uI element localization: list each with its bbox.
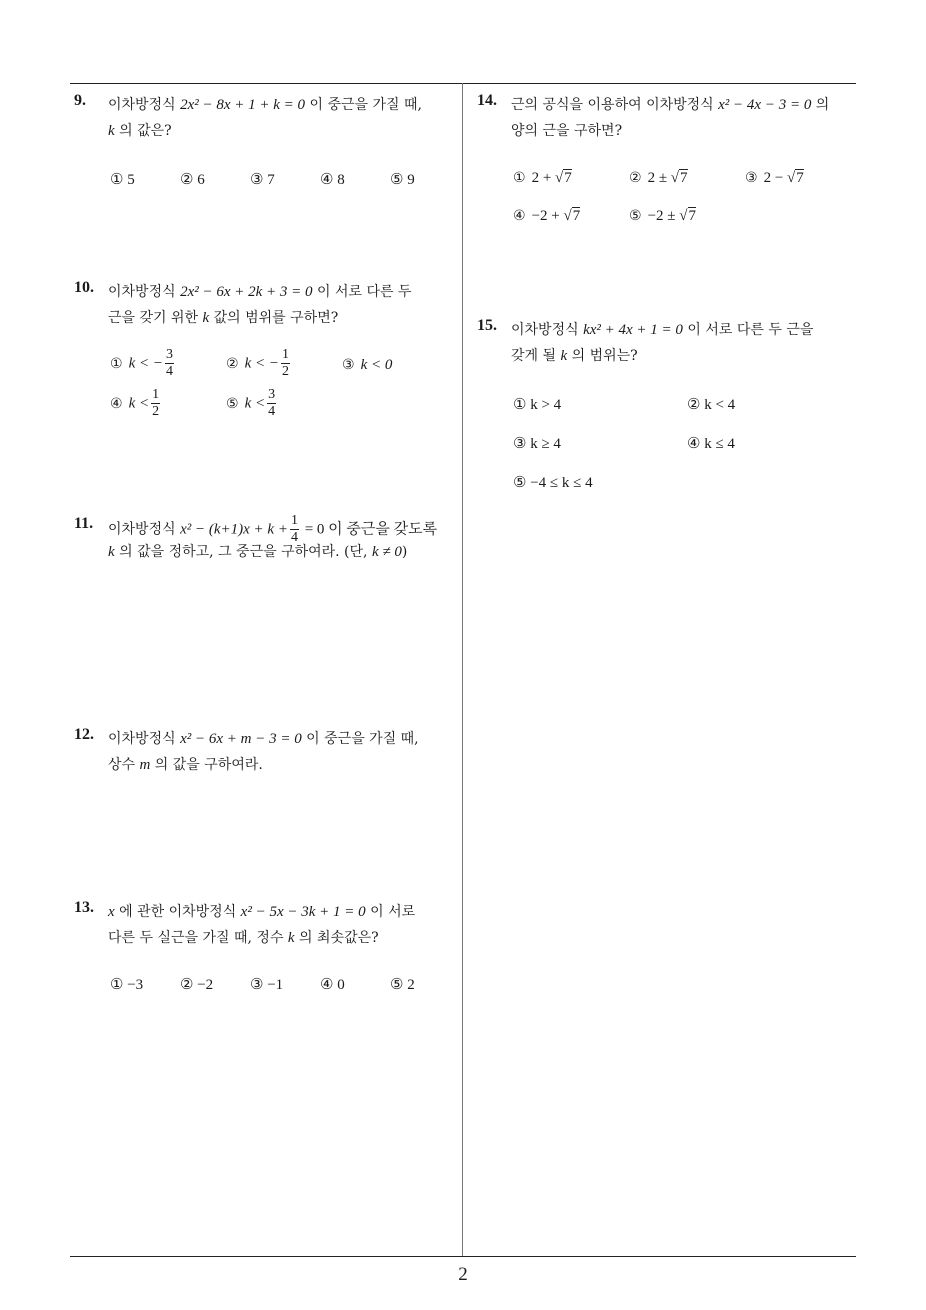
question-line: 이차방정식 2x² − 6x + 2k + 3 = 0 이 서로 다른 두 bbox=[108, 284, 412, 300]
question-line: k 의 값은? bbox=[108, 123, 172, 139]
choice-4[interactable]: ④ k < $\frac{1}{2}$ bbox=[110, 387, 160, 419]
top-rule bbox=[70, 83, 856, 84]
question-number: 15. bbox=[477, 317, 497, 334]
page-number: 2 bbox=[458, 1264, 468, 1285]
choice-3[interactable]: ③ k < 0 bbox=[342, 357, 393, 373]
choice-2[interactable]: ② 2 ± √7 bbox=[629, 170, 688, 186]
fraction: $\frac{1}{4}$ bbox=[290, 513, 298, 545]
choice-3[interactable]: ③ k ≥ 4 bbox=[513, 436, 561, 452]
question-line: 다른 두 실근을 가질 때, 정수 k 의 최솟값은? bbox=[108, 930, 379, 946]
question-line: 근을 갖기 위한 k 값의 범위를 구하면? bbox=[108, 310, 339, 326]
fraction: $\frac{3}{4}$ bbox=[165, 347, 173, 379]
choice-2[interactable]: ② k < 4 bbox=[687, 397, 736, 413]
choice-4[interactable]: ④ 0 bbox=[320, 977, 345, 993]
choice-1[interactable]: ① k > 4 bbox=[513, 397, 562, 413]
question-number: 14. bbox=[477, 92, 497, 109]
question-line: 상수 m 의 값을 구하여라. bbox=[108, 757, 263, 773]
choice-2[interactable]: ② k < − $\frac{1}{2}$ bbox=[226, 347, 289, 379]
question-number: 10. bbox=[74, 279, 94, 296]
bottom-rule bbox=[70, 1256, 856, 1257]
question-line: 이차방정식 kx² + 4x + 1 = 0 이 서로 다른 두 근을 bbox=[511, 322, 814, 338]
question-number: 12. bbox=[74, 726, 94, 743]
choice-5[interactable]: ⑤ 2 bbox=[390, 977, 415, 993]
question-line: 양의 근을 구하면? bbox=[511, 123, 623, 139]
question-line: 이차방정식 x² − 6x + m − 3 = 0 이 중근을 가질 때, bbox=[108, 731, 419, 747]
choice-4[interactable]: ④ 8 bbox=[320, 172, 345, 188]
fraction: $\frac{1}{2}$ bbox=[281, 347, 289, 379]
question-number: 13. bbox=[74, 899, 94, 916]
choice-4[interactable]: ④ −2 + √7 bbox=[513, 208, 581, 224]
question-line: k 의 값을 정하고, 그 중근을 구하여라. (단, k ≠ 0) bbox=[108, 544, 408, 560]
choice-1[interactable]: ① −3 bbox=[110, 977, 144, 993]
fraction: $\frac{3}{4}$ bbox=[268, 387, 276, 419]
choice-2[interactable]: ② 6 bbox=[180, 172, 205, 188]
choice-5[interactable]: ⑤ k < $\frac{3}{4}$ bbox=[226, 387, 276, 419]
question-line: 갖게 될 k 의 범위는? bbox=[511, 348, 638, 364]
choice-4[interactable]: ④ k ≤ 4 bbox=[687, 436, 735, 452]
question-line: x 에 관한 이차방정식 x² − 5x − 3k + 1 = 0 이 서로 bbox=[108, 904, 416, 920]
fraction: $\frac{1}{2}$ bbox=[152, 387, 160, 419]
choice-3[interactable]: ③ −1 bbox=[250, 977, 284, 993]
choice-1[interactable]: ① 2 + √7 bbox=[513, 170, 572, 186]
question-line: 이차방정식 x² − (k+1)x + k + $\frac{1}{4}$ = 0 이 중근을 갖도록 bbox=[108, 513, 438, 545]
question-line: 근의 공식을 이용하여 이차방정식 x² − 4x − 3 = 0 의 bbox=[511, 97, 830, 113]
choice-5[interactable]: ⑤ −4 ≤ k ≤ 4 bbox=[513, 475, 593, 491]
question-number: 9. bbox=[74, 92, 86, 109]
choice-5[interactable]: ⑤ −2 ± √7 bbox=[629, 208, 696, 224]
question-line: 이차방정식 2x² − 8x + 1 + k = 0 이 중근을 가질 때, bbox=[108, 97, 422, 113]
choice-5[interactable]: ⑤ 9 bbox=[390, 172, 415, 188]
choice-3[interactable]: ③ 7 bbox=[250, 172, 275, 188]
question-number: 11. bbox=[74, 515, 94, 532]
choice-2[interactable]: ② −2 bbox=[180, 977, 214, 993]
choice-1[interactable]: ① k < − $\frac{3}{4}$ bbox=[110, 347, 173, 379]
choice-3[interactable]: ③ 2 − √7 bbox=[745, 170, 804, 186]
choice-1[interactable]: ① 5 bbox=[110, 172, 135, 188]
column-divider bbox=[462, 83, 463, 1257]
